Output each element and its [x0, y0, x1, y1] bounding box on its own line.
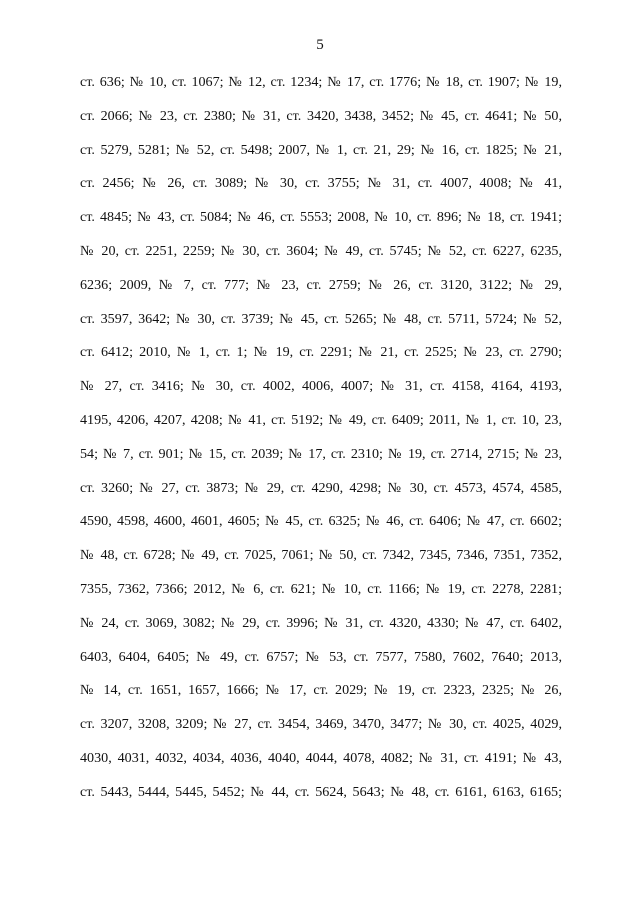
text-line: 6403, 6404, 6405; № 49, ст. 6757; № 53, ст. 7577, 7580, 7602, 7640; 2013, [80, 648, 562, 665]
text-line: № 24, ст. 3069, 3082; № 29, ст. 3996; № 31, ст. 4320, 4330; № 47, ст. 6402, [80, 614, 562, 631]
text-line: ст. 2066; № 23, ст. 2380; № 31, ст. 3420, 3438, 3452; № 45, ст. 4641; № 50, [80, 107, 562, 124]
text-line: ст. 3260; № 27, ст. 3873; № 29, ст. 4290, 4298; № 30, ст. 4573, 4574, 4585, [80, 479, 562, 496]
text-line: 54; № 7, ст. 901; № 15, ст. 2039; № 17, ст. 2310; № 19, ст. 2714, 2715; № 23, [80, 445, 562, 462]
text-line: ст. 3597, 3642; № 30, ст. 3739; № 45, ст. 5265; № 48, ст. 5711, 5724; № 52, [80, 310, 562, 327]
text-line: 7355, 7362, 7366; 2012, № 6, ст. 621; № 10, ст. 1166; № 19, ст. 2278, 2281; [80, 580, 562, 597]
text-line: ст. 3207, 3208, 3209; № 27, ст. 3454, 3469, 3470, 3477; № 30, ст. 4025, 4029, [80, 716, 562, 733]
text-line: ст. 6412; 2010, № 1, ст. 1; № 19, ст. 2291; № 21, ст. 2525; № 23, ст. 2790; [80, 344, 562, 361]
text-line: 4590, 4598, 4600, 4601, 4605; № 45, ст. 6325; № 46, ст. 6406; № 47, ст. 6602; [80, 513, 562, 530]
text-line: № 20, ст. 2251, 2259; № 30, ст. 3604; № 49, ст. 5745; № 52, ст. 6227, 6235, [80, 242, 562, 259]
text-line: ст. 4845; № 43, ст. 5084; № 46, ст. 5553; 2008, № 10, ст. 896; № 18, ст. 1941; [80, 209, 562, 226]
text-line: ст. 636; № 10, ст. 1067; № 12, ст. 1234; № 17, ст. 1776; № 18, ст. 1907; № 19, [80, 74, 562, 90]
text-line: ст. 5279, 5281; № 52, ст. 5498; 2007, № 1, ст. 21, 29; № 16, ст. 1825; № 21, [80, 141, 562, 158]
text-line: ст. 5443, 5444, 5445, 5452; № 44, ст. 5624, 5643; № 48, ст. 6161, 6163, 6165; [80, 783, 562, 800]
text-line: 4030, 4031, 4032, 4034, 4036, 4040, 4044, 4078, 4082; № 31, ст. 4191; № 43, [80, 749, 562, 766]
text-line: № 48, ст. 6728; № 49, ст. 7025, 7061; № 50, ст. 7342, 7345, 7346, 7351, 7352, [80, 547, 562, 564]
text-line: № 27, ст. 3416; № 30, ст. 4002, 4006, 4007; № 31, ст. 4158, 4164, 4193, [80, 378, 562, 395]
body-text [80, 72, 562, 816]
text-line: 6236; 2009, № 7, ст. 777; № 23, ст. 2759; № 26, ст. 3120, 3122; № 29, [80, 276, 562, 293]
page-number: 5 [316, 37, 324, 53]
text-line: ст. 2456; № 26, ст. 3089; № 30, ст. 3755; № 31, ст. 4007, 4008; № 41, [80, 175, 562, 192]
text-line: 4195, 4206, 4207, 4208; № 41, ст. 5192; № 49, ст. 6409; 2011, № 1, ст. 10, 23, [80, 411, 562, 428]
text-line: № 14, ст. 1651, 1657, 1666; № 17, ст. 2029; № 19, ст. 2323, 2325; № 26, [80, 682, 562, 699]
